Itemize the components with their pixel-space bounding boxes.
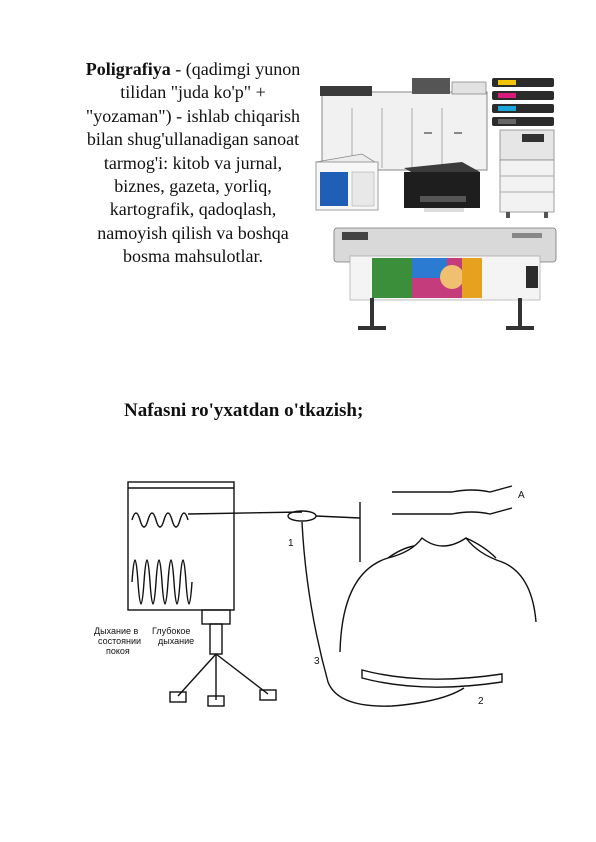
intro-paragraph	[82, 58, 304, 269]
deep-breathing-trace	[132, 560, 192, 604]
marker-1: 1	[288, 538, 294, 549]
toner-cartridges	[492, 78, 554, 126]
rest-breathing-trace	[132, 513, 188, 527]
marker-a: A	[518, 490, 525, 501]
chest-outline	[340, 538, 536, 652]
marker-3: 3	[314, 656, 320, 667]
respiration-apparatus-diagram	[92, 462, 540, 720]
section-heading: Nafasni ro'yxatdan o'tkazish;	[124, 400, 364, 421]
printing-equipment-image	[312, 72, 562, 334]
deep-label-line2: дыхание	[158, 636, 195, 646]
intro-term: Poligrafiya	[85, 59, 171, 79]
large-format-printer	[334, 228, 556, 330]
color-laser-printer	[316, 154, 378, 210]
rest-label-line1: Дыхание в	[94, 626, 139, 636]
rest-label-line3: покоя	[106, 646, 130, 656]
rest-label-line2: состоянии	[98, 636, 142, 646]
intro-text: - (qadimgi yunon tilidan "juda ko'p" + "yozaman") - ishlab chiqarish bilan shug'ullanadigan sanoat tarmog'i: kitob va jurnal, biznes, gazeta, yorliq, kartografik, qadoqlash, namoyish qilish va boshqa bosma mahsulotlar.	[85, 59, 301, 267]
multifunction-copier	[500, 130, 554, 218]
black-laser-printer	[404, 162, 480, 212]
deep-label-line1: Глубокое	[152, 626, 191, 636]
marker-2: 2	[478, 696, 484, 707]
production-printer	[320, 78, 487, 170]
pneumograph-belt	[362, 670, 502, 687]
